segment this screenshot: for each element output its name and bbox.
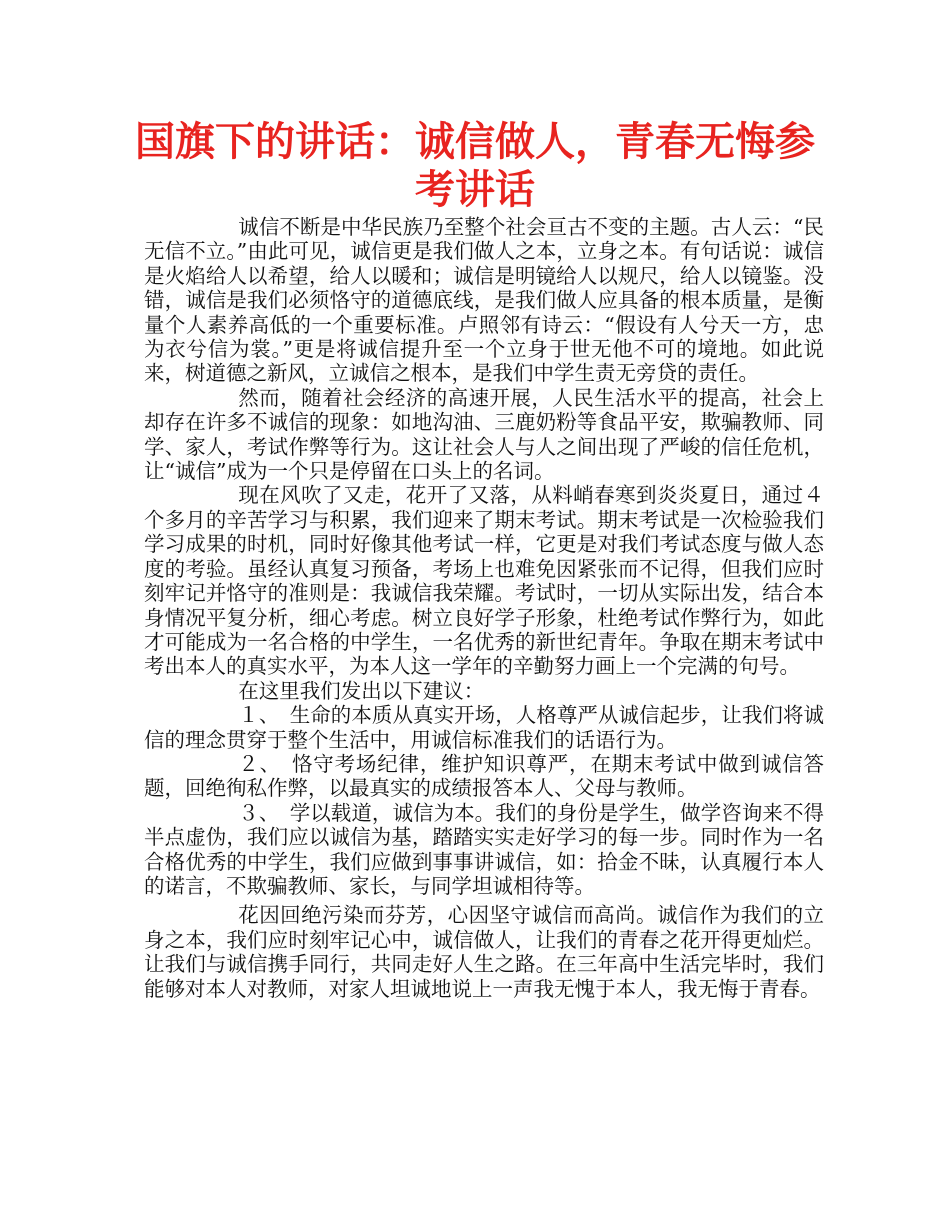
paragraph-exam: 现在风吹了又走，花开了又落，从料峭春寒到炎炎夏日，通过４个多月的辛苦学习与积累，我们迎来了期末考试。期末考试是一次检验我们学习成果的时机，同时好像其他考试一样，它更是对我们考试态度与做人态度的考验。虽经认真复习预备，考场上也难免因紧张而不记得，但我们应时刻牢记并恪守的准则是：我诚信我荣耀。考试时，一切从实际出发，结合本身情况平复分析，细心考虑。树立良好学子形象，杜绝考试作弊行为，如此才可能成为一名合格的中学生，一名优秀的新世纪青年。争取在期末考试中考出本人的真实水平，为本人这一学年的辛勤努力画上一个完满的句号。: [144, 483, 824, 679]
paragraph-proposal-3: ３、 学以载道，诚信为本。我们的身份是学生，做学咨询来不得半点虚伪，我们应以诚信为基，踏踏实实走好学习的每一步。同时作为一名合格优秀的中学生，我们应做到事事讲诚信，如：拾金不昧，认真履行本人的诺言，不欺骗教师、家长，与同学坦诚相待等。: [144, 800, 824, 898]
document-body: [144, 215, 824, 1001]
paragraph-proposal-1: １、 生命的本质从真实开场，人格尊严从诚信起步，让我们将诚信的理念贯穿于整个生活中，用诚信标准我们的话语行为。: [144, 703, 824, 752]
paragraph-conclusion: 花因回绝污染而芬芳，心因坚守诚信而高尚。诚信作为我们的立身之本，我们应时刻牢记心中，诚信做人，让我们的青春之花开得更灿烂。让我们与诚信携手同行，共同走好人生之路。在三年高中生活完毕时，我们能够对本人对教师，对家人坦诚地说上一声我无愧于本人，我无悔于青春。: [144, 903, 824, 1001]
paragraph-proposal-2: ２、 恪守考场纪律，维护知识尊严，在期末考试中做到诚信答题，回绝徇私作弊，以最真实的成绩报答本人、父母与教师。: [144, 751, 824, 801]
document-title: 国旗下的讲话：诚信做人，青春无悔参考讲话: [135, 119, 815, 213]
paragraph-proposal-intro: 在这里我们发出以下建议：: [238, 678, 485, 703]
paragraph-problem: 然而，随着社会经济的高速开展，人民生活水平的提高，社会上却存在许多不诚信的现象：如地沟油、三鹿奶粉等食品平安，欺骗教师、同学、家人，考试作弊等行为。这让社会人与人之间出现了严峻的信任危机，让“诚信”成为一个只是停留在口头上的名词。: [144, 385, 824, 484]
paragraph-intro: 诚信不断是中华民族乃至整个社会亘古不变的主题。古人云：“民无信不立。”由此可见，诚信更是我们做人之本，立身之本。有句话说：诚信是火焰给人以希望，给人以暖和；诚信是明镜给人以规尺，给人以镜鉴。没错，诚信是我们必须恪守的道德底线，是我们做人应具备的根本质量，是衡量个人素养高低的一个重要标准。卢照邻有诗云：“假设有人兮天一方，忠为衣兮信为裳。”更是将诚信提升至一个立身于世无他不可的境地。如此说来，树道德之新风，立诚信之根本，是我们中学生责无旁贷的责任。: [144, 215, 824, 386]
